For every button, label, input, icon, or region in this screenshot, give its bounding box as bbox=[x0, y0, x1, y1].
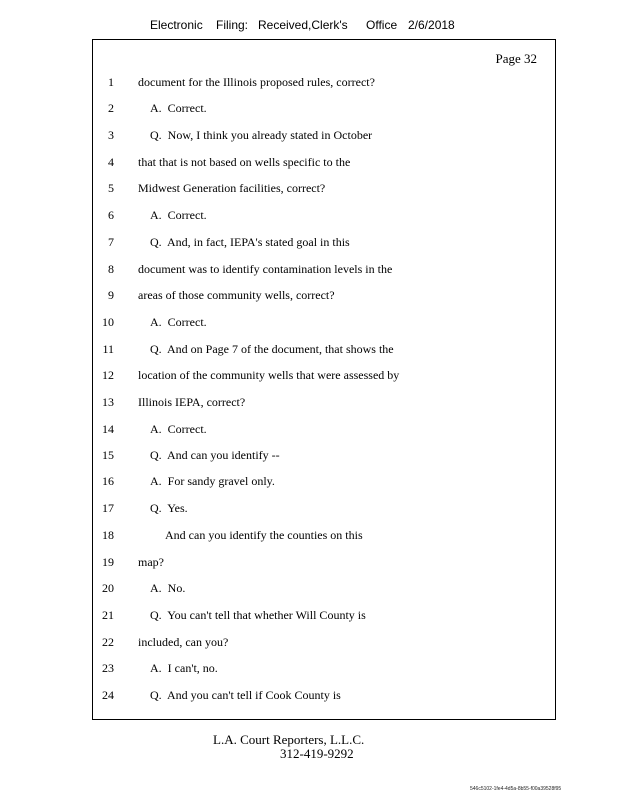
line-number: 3 bbox=[108, 128, 114, 142]
transcript-line bbox=[93, 445, 555, 465]
line-text: Q. And can you identify -- bbox=[150, 448, 280, 462]
line-text: A. Correct. bbox=[150, 315, 207, 329]
line-number: 24 bbox=[102, 688, 114, 702]
line-text: location of the community wells that were assessed by bbox=[138, 368, 400, 382]
line-text: document for the Illinois proposed rules, correct? bbox=[138, 75, 375, 89]
line-number: 16 bbox=[102, 474, 114, 488]
line-text: Q. Yes. bbox=[150, 501, 188, 515]
line-number: 23 bbox=[102, 661, 114, 675]
transcript-line bbox=[93, 525, 555, 545]
line-number: 22 bbox=[102, 635, 114, 649]
page-number: Page 32 bbox=[495, 51, 537, 66]
line-text: A. For sandy gravel only. bbox=[150, 474, 275, 488]
line-number: 15 bbox=[102, 448, 114, 462]
transcript-line bbox=[93, 125, 555, 145]
line-number: 1 bbox=[108, 75, 114, 89]
transcript-line bbox=[93, 552, 555, 572]
transcript-page bbox=[92, 39, 556, 720]
line-text: A. I can't, no. bbox=[150, 661, 218, 675]
line-number: 20 bbox=[102, 581, 114, 595]
line-number: 7 bbox=[108, 235, 114, 249]
transcript-line bbox=[93, 72, 555, 92]
line-text: Q. And, in fact, IEPA's stated goal in this bbox=[150, 235, 350, 249]
line-text: Q. And on Page 7 of the document, that shows the bbox=[150, 342, 394, 356]
line-text: A. No. bbox=[150, 581, 186, 595]
line-number: 13 bbox=[102, 395, 114, 409]
transcript-line bbox=[93, 471, 555, 491]
transcript-line bbox=[93, 205, 555, 225]
transcript-line bbox=[93, 498, 555, 518]
transcript-line bbox=[93, 365, 555, 385]
line-text: that that is not based on wells specific to the bbox=[138, 155, 351, 169]
transcript-line bbox=[93, 632, 555, 652]
line-text: Q. You can't tell that whether Will County is bbox=[150, 608, 366, 622]
line-text: A. Correct. bbox=[150, 208, 207, 222]
line-number: 18 bbox=[102, 528, 114, 542]
line-number: 10 bbox=[102, 315, 114, 329]
line-number: 11 bbox=[102, 342, 114, 356]
stamp-word-office: Office bbox=[366, 18, 398, 32]
stamp-date: 2/6/2018 bbox=[408, 18, 455, 32]
transcript-line bbox=[93, 685, 555, 705]
line-text: Illinois IEPA, correct? bbox=[138, 395, 246, 409]
transcript-line bbox=[93, 98, 555, 118]
line-number: 21 bbox=[102, 608, 114, 622]
line-number: 8 bbox=[108, 262, 114, 276]
line-text: Midwest Generation facilities, correct? bbox=[138, 181, 326, 195]
line-number: 19 bbox=[102, 555, 114, 569]
transcript-line bbox=[93, 578, 555, 598]
transcript-line bbox=[93, 339, 555, 359]
line-text: Q. And you can't tell if Cook County is bbox=[150, 688, 341, 702]
line-text: areas of those community wells, correct? bbox=[138, 288, 335, 302]
reporter-company: L.A. Court Reporters, L.L.C. bbox=[213, 732, 365, 747]
line-text: included, can you? bbox=[138, 635, 229, 649]
transcript-line bbox=[93, 178, 555, 198]
stamp-word-electronic: Electronic bbox=[150, 18, 203, 32]
line-number: 17 bbox=[102, 501, 114, 515]
line-number: 6 bbox=[108, 208, 114, 222]
line-number: 2 bbox=[108, 101, 114, 115]
line-text: map? bbox=[138, 555, 164, 569]
transcript-line bbox=[93, 392, 555, 412]
transcript-line bbox=[93, 605, 555, 625]
line-number: 4 bbox=[108, 155, 114, 169]
line-number: 9 bbox=[108, 288, 114, 302]
transcript-line bbox=[93, 312, 555, 332]
line-text: And can you identify the counties on this bbox=[165, 528, 363, 542]
stamp-word-filing: Filing: bbox=[216, 18, 249, 32]
transcript-line bbox=[93, 152, 555, 172]
line-number: 12 bbox=[102, 368, 114, 382]
electronic-filing-stamp bbox=[0, 18, 618, 38]
transcript-line bbox=[93, 285, 555, 305]
transcript-line bbox=[93, 658, 555, 678]
reporter-phone: 312-419-9292 bbox=[280, 746, 354, 761]
document-id: 546c5102-1fe4-4d5a-8b55-f00a39528f95 bbox=[470, 786, 562, 792]
stamp-word-received-clerks: Received,Clerk's bbox=[258, 18, 348, 32]
line-number: 5 bbox=[108, 181, 114, 195]
line-text: Q. Now, I think you already stated in October bbox=[150, 128, 373, 142]
transcript-line bbox=[93, 259, 555, 279]
line-text: A. Correct. bbox=[150, 101, 207, 115]
transcript-line bbox=[93, 419, 555, 439]
line-number: 14 bbox=[102, 422, 114, 436]
line-text: A. Correct. bbox=[150, 422, 207, 436]
transcript-line bbox=[93, 232, 555, 252]
line-text: document was to identify contamination levels in the bbox=[138, 262, 393, 276]
